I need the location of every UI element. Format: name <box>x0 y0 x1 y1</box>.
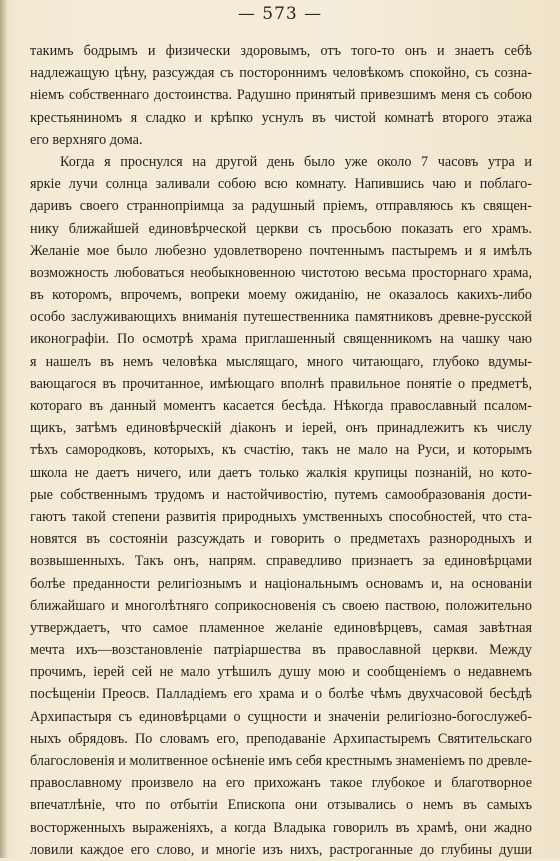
text-line: такимъ бодрымъ и физически здоровымъ, отъ того-то онъ и знаетъ себѣ <box>30 43 532 59</box>
text-line: утверждаетъ, что самое пламенное желаніе единовѣрцевъ, самая завѣтная <box>30 619 532 636</box>
text-line: мечта ихъ—возстановленіе патріаршества въ православной церкви. Между <box>30 642 532 659</box>
text-line: въ которомъ, впрочемъ, вопреки моему ожиданію, не оказалось какихъ-либо <box>30 287 532 304</box>
page-number: — 573 — <box>237 4 323 24</box>
text-line: новятся въ состояніи разсуждать и говорить о предметахъ разнородныхъ и <box>30 531 532 548</box>
text-line: даривъ своего страннопріимца за радушный пріемъ, отправляюсь къ священ- <box>30 198 532 215</box>
text-line: особо заслуживающихъ вниманія путешественника памятниковъ древне-русской <box>30 309 532 326</box>
body-text <box>30 40 532 861</box>
text-line: котораго въ данный моментъ касается бесѣда. Нѣкогда православный псалом- <box>30 398 532 414</box>
text-line: ныхъ обрядовъ. По словамъ его, преподаваніе Архипастыремъ Святительскаго <box>30 730 532 747</box>
text-line: болѣе преданности религіознымъ и національнымъ основамъ и, на основаніи <box>30 575 532 592</box>
text-line: возможность любоваться необыкновенною чистотою весьма просторнаго храма, <box>30 264 532 281</box>
text-line: восторженныхъ выраженіяхъ, а когда Владыка говорилъ въ храмѣ, они жадно <box>30 819 532 836</box>
text-line: рые собственнымъ трудомъ и настойчивостію, путемъ самообразованія дости- <box>30 486 532 503</box>
text-line: тѣхъ самородковъ, которыхъ, къ счастію, такъ не мало на Руси, и которымъ <box>30 442 532 459</box>
text-line: крестьяниномъ я сладко и крѣпко уснулъ въ чистой комнатѣ второго этажа <box>30 109 532 126</box>
page-spine-shadow <box>0 0 8 858</box>
text-line: я нашелъ въ немъ человѣка мыслящаго, много читающаго, глубоко вдумы- <box>30 353 532 370</box>
text-line: щикъ, затѣмъ единовѣрческій діаконъ и іерей, онъ принадлежитъ къ числу <box>30 420 532 437</box>
text-line: Желаніе мое было любезно удовлетворено почтеннымъ пастыремъ и я имѣлъ <box>30 242 532 259</box>
text-line: иконографіи. По осмотрѣ храма приглашенный священникомъ на чашку чаю <box>30 331 532 348</box>
text-line: возвышенныхъ. Такъ онъ, напрям. справедливо признаетъ за единовѣрцами <box>30 553 532 570</box>
text-line: ніемъ собственнаго достоинства. Радушно принятый привезшимъ меня съ собою <box>30 87 532 104</box>
text-line: школа не даетъ ничего, или даетъ только жалкія крупицы познаній, но кото- <box>30 464 532 481</box>
text-line: Архипастыря съ единовѣрцами о сущности и значеніи религіозно-богослужеб- <box>30 708 532 725</box>
text-line: благословенія и молитвенное осѣненіе имъ себя крестнымъ знаменіемъ по древле- <box>30 753 532 769</box>
text-line: православному произвело на его прихожанъ такое глубокое и благотворное <box>30 775 532 792</box>
text-line: впечатлѣніе, что по отбытіи Епископа они отзывались о немъ въ самыхъ <box>30 797 532 814</box>
text-line: прочимъ, іерей сей не мало утѣшилъ душу мою и сообщеніемъ о недавнемъ <box>30 664 532 681</box>
text-line: надлежащую цѣну, разсуждая съ постороннимъ человѣкомъ спокойно, съ созна- <box>30 65 532 82</box>
text-line: вающагося въ прочитанное, имѣющаго вполнѣ правильное понятіе о предметѣ, <box>30 375 532 392</box>
text-line: яркіе лучи солнца заливали собою всю комнату. Напившись чаю и поблаго- <box>30 176 532 193</box>
text-line: ловили каждое его слово, и многіе изъ нихъ, растроганные до глубины души <box>30 841 532 858</box>
text-line: его верхняго дома. <box>30 131 143 148</box>
text-line: посѣщеніи Преосв. Палладіемъ его храма и о болѣе чѣмъ двухчасовой бесѣдѣ <box>30 686 532 703</box>
text-line: гаютъ такой степени развитія природныхъ умственныхъ способностей, что ста- <box>30 508 532 525</box>
text-line: ближайшаго и многолѣтняго соприкосновенія съ своею паствою, положительно <box>30 597 532 614</box>
text-line: нику ближайшей единовѣрческой церкви съ просьбою показать его храмъ. <box>30 220 532 237</box>
text-line: Когда я проснулся на другой день было уже около 7 часовъ утра и <box>60 153 532 170</box>
